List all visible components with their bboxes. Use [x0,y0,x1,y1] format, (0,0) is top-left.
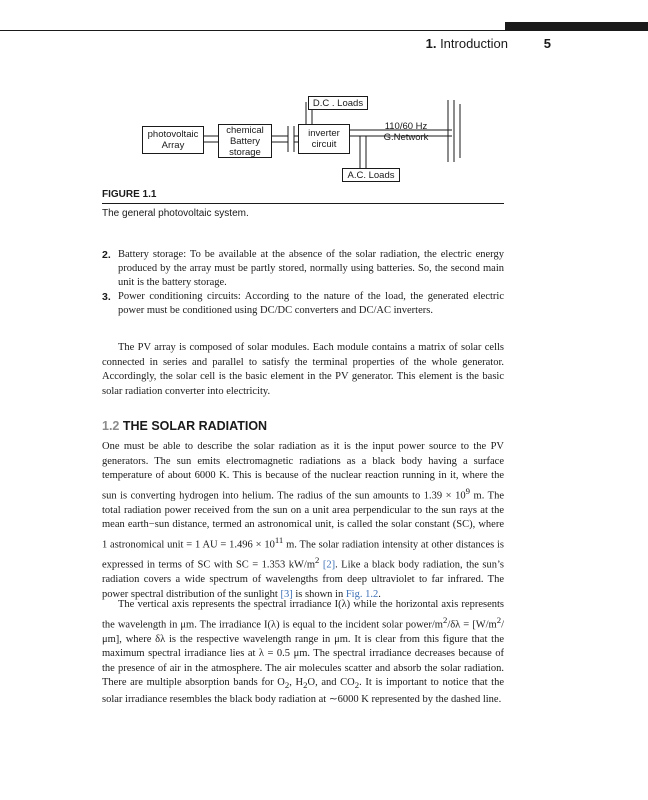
text-run: is shown in [292,588,346,600]
subscript: 2 [354,680,360,691]
text-run: /μm], where δλ is the respective wavelength range in μm. It is clear from this figure that the maximum spectral irradiance lies at λ = 0.5 μm. The spectral irradiance decreases because of the presence of air in the atmosphere. The air molecules scatter and absorb the solar radiation. There are multiple absorption bands for O [102,619,504,689]
photovoltaic-array-box: photovoltaic Array [142,126,204,154]
reference-link[interactable]: [3] [280,588,293,600]
battery-storage-box: chemical Battery storage [218,124,272,158]
subscript: 2 [284,680,290,691]
paragraph-spectral-irradiance [102,598,504,708]
text-run: O, and CO [307,677,355,689]
grid-network-label: 110/60 Hz G.Network [383,121,429,143]
text-run: The vertical axis represents the spectral irradiance I(λ) while the horizontal axis represents the wavelength in μm. The irradiance I(λ) is equal to the incident solar power/m [102,599,504,631]
superscript: 2 [315,555,320,566]
figure-label: FIGURE 1.1 [102,189,157,200]
text-run: m. The solar radiation intensity at other distances is expressed in terms of SC with SC = 1.353 kW/m [102,539,505,571]
superscript: 2 [496,614,502,625]
subscript: 2 [303,680,308,691]
figure-link[interactable]: Fig. 1.2 [345,588,379,600]
superscript: 11 [274,535,284,546]
text-run: . Like a black body radiation, the sun’s radiation covers a wide spectrum of wavelengths from deep ultraviolet to far infrared. The power spectral distribution of the sunlight [102,559,504,600]
header-rule [0,30,648,31]
dc-loads-box: D.C . Loads [308,96,368,110]
list-item-text: Battery storage: To be available at the absence of the solar radiation, the electric energy produced by the array must be partly stored, normally using batteries. So, the second main unit is the battery storage. [118,249,504,288]
text-run: . It is important to notice that the solar irradiance resembles the black body radiation at ∼6000 K represented by the dashed line. [102,677,504,706]
running-head-section [426,36,508,51]
section-heading [102,419,267,433]
inverter-circuit-box: inverter circuit [298,124,350,154]
figure-caption-rule [102,203,504,204]
section-title: Introduction [440,36,508,51]
text-run: . [378,588,381,600]
ac-loads-box: A.C. Loads [342,168,400,182]
list-item-text: Power conditioning circuits: According to the nature of the load, the generated electric power must be conditioned using DC/DC converters and DC/AC inverters. [118,291,504,316]
list-item [102,290,504,318]
text-run: /δλ = [W/m [447,619,497,631]
superscript: 2 [442,614,448,625]
page-number: 5 [543,36,551,51]
superscript: 9 [465,485,471,496]
running-head [0,36,648,52]
list-marker: 2. [102,249,111,261]
section-heading-title: THE SOLAR RADIATION [122,419,268,433]
section-heading-number: 1.2 [102,419,120,433]
reference-link[interactable]: [2] [322,559,336,571]
list-marker: 3. [102,291,111,303]
paragraph-pv-array: The PV array is composed of solar modules. Each module contains a matrix of solar cells connected in series and parallel to satisfy the terminal properties of the whole generator. Accordingly, the solar cell is the basic element in the PV generator. This element is the basic solar radiation converter into electricity. [102,342,504,397]
text-run: One must be able to describe the solar radiation as it is the input power source to the PV generators. The sun emits electromagnetic radiations as a black body having a surface temperature of about 6000 K. This is because of the nuclear reaction running in it, where the sun is converting hydrogen into helium. The radius of the sun amounts to 1.39 × 10 [102,441,504,502]
section-number: 1. [425,36,437,51]
text-run: m. The total radiation power received from the sun on a unit area perpendicular to the sun rays at the mean earth−sun distance, termed an astronomical unit, is called the solar constant (SC), where 1 astronomical unit = 1 AU = 1.496 × 10 [102,490,504,551]
numbered-list [102,248,504,318]
figure-diagram [102,90,504,190]
text-run: , H [289,677,304,689]
figure-caption: The general photovoltaic system. [102,208,249,219]
list-item [102,248,504,290]
paragraph-solar-radiation [102,440,504,602]
